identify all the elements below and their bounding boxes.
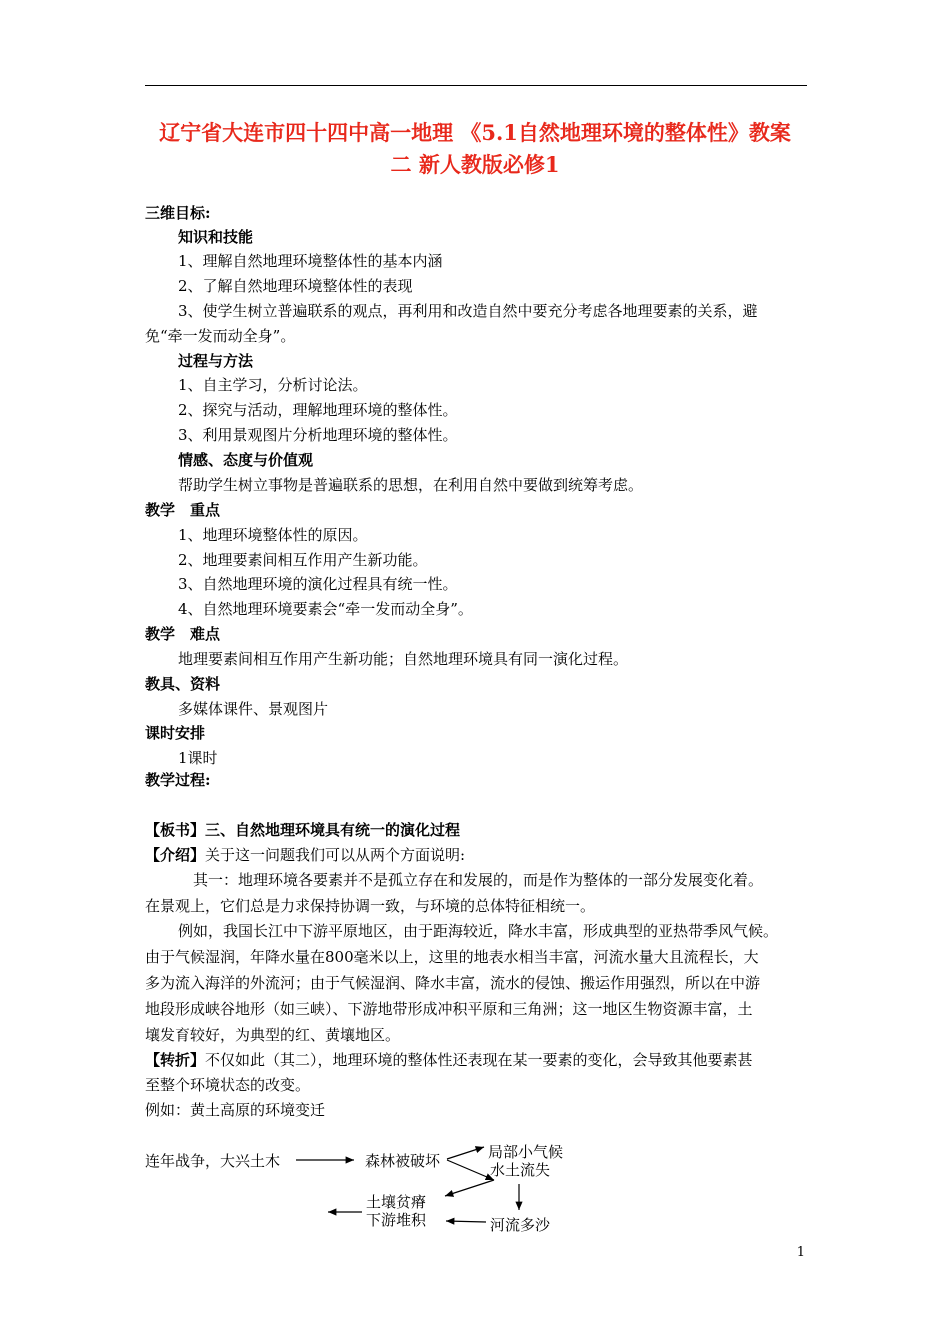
diagram-node-silt: 下游堆积	[366, 1211, 427, 1229]
process-item: 3、利用景观图片分析地理环境的整体性。	[178, 426, 458, 444]
process-heading: 过程与方法	[178, 352, 254, 370]
difficult-heading: 教学 难点	[145, 625, 221, 643]
paragraph-line: 由于气候湿润，年降水量在800毫米以上，这里的地表水相当丰富，河流水量大且流程长，大	[145, 948, 759, 966]
diagram-node-climate: 局部小气候	[488, 1143, 564, 1161]
emotion-heading: 情感、态度与价值观	[178, 451, 314, 469]
key-item: 1、地理环境整体性的原因。	[178, 526, 368, 544]
knowledge-heading: 知识和技能	[178, 228, 254, 246]
procedure-heading: 教学过程:	[145, 771, 211, 789]
key-item: 4、自然地理环境要素会“牵一发而动全身”。	[178, 600, 473, 618]
paragraph-line: 在景观上，它们总是力求保持协调一致，与环境的总体特征相统一。	[145, 897, 596, 915]
process-item: 2、探究与活动，理解地理环境的整体性。	[178, 401, 458, 419]
arrow-erosion-to-soil	[445, 1180, 494, 1196]
hours-heading: 课时安排	[145, 724, 206, 742]
paragraph-line: 例如，我国长江中下游平原地区，由于距海较近，降水丰富，形成典型的亚热带季风气候。	[178, 922, 779, 940]
intro-text: 关于这一问题我们可以从两个方面说明:	[205, 846, 466, 864]
knowledge-item: 2、了解自然地理环境整体性的表现	[178, 277, 413, 295]
paragraph-line: 地段形成峡谷地形（如三峡）、下游地带形成冲积平原和三角洲；这一地区生物资源丰富，土	[145, 1000, 753, 1018]
turn-text-continued: 至整个环境状态的改变。	[145, 1076, 311, 1094]
document-title-line2: 二 新人教版必修1	[390, 152, 560, 177]
board-tag: 【板书】	[145, 821, 206, 839]
turn-tag: 【转折】	[145, 1051, 206, 1069]
emotion-text: 帮助学生树立事物是普遍联系的思想，在利用自然中要做到统筹考虑。	[178, 476, 644, 494]
knowledge-item: 1、理解自然地理环境整体性的基本内涵	[178, 252, 443, 270]
arrow-forest-to-climate	[447, 1147, 484, 1159]
diagram-node-river: 河流多沙	[490, 1216, 551, 1234]
difficult-text: 地理要素间相互作用产生新功能；自然地理环境具有同一演化过程。	[178, 650, 629, 668]
turn-text: 不仅如此（其二），地理环境的整体性还表现在某一要素的变化，会导致其他要素甚	[205, 1051, 753, 1069]
key-heading: 教学 重点	[145, 501, 221, 519]
tools-heading: 教具、资料	[145, 675, 221, 693]
paragraph-line: 多为流入海洋的外流河；由于气候湿润、降水丰富，流水的侵蚀、搬运作用强烈，所以在中游	[145, 974, 761, 992]
document-title-line1: 辽宁省大连市四十四中高一地理 《5.1自然地理环境的整体性》教案	[159, 120, 791, 145]
diagram-node-soil: 土壤贫瘠	[366, 1193, 427, 1211]
board-text: 三、自然地理环境具有统一的演化过程	[205, 821, 461, 839]
key-item: 2、地理要素间相互作用产生新功能。	[178, 551, 428, 569]
key-item: 3、自然地理环境的演化过程具有统一性。	[178, 575, 458, 593]
knowledge-item: 免“牵一发而动全身”。	[145, 327, 296, 345]
example-text: 例如：黄土高原的环境变迁	[145, 1101, 326, 1119]
paragraph-line: 其一：地理环境各要素并不是孤立存在和发展的，而是作为整体的一部分发展变化着。	[193, 871, 764, 889]
process-item: 1、自主学习，分析讨论法。	[178, 376, 368, 394]
page-number: 1	[796, 1245, 805, 1260]
diagram-node-forest: 森林被破坏	[365, 1152, 441, 1170]
arrow-river-to-silt	[446, 1221, 486, 1222]
paragraph-line: 壤发育较好，为典型的红、黄壤地区。	[145, 1026, 401, 1044]
objectives-heading: 三维目标:	[145, 204, 211, 222]
tools-text: 多媒体课件、景观图片	[178, 700, 329, 718]
intro-tag: 【介绍】	[145, 846, 206, 864]
knowledge-item: 3、使学生树立普遍联系的观点，再利用和改造自然中要充分考虑各地理要素的关系，避	[178, 302, 758, 320]
diagram-node-war: 连年战争，大兴土木	[145, 1152, 281, 1170]
arrow-forest-to-erosion	[447, 1160, 494, 1180]
diagram-node-erosion: 水土流失	[490, 1161, 551, 1179]
hours-text: 1课时	[178, 749, 218, 767]
